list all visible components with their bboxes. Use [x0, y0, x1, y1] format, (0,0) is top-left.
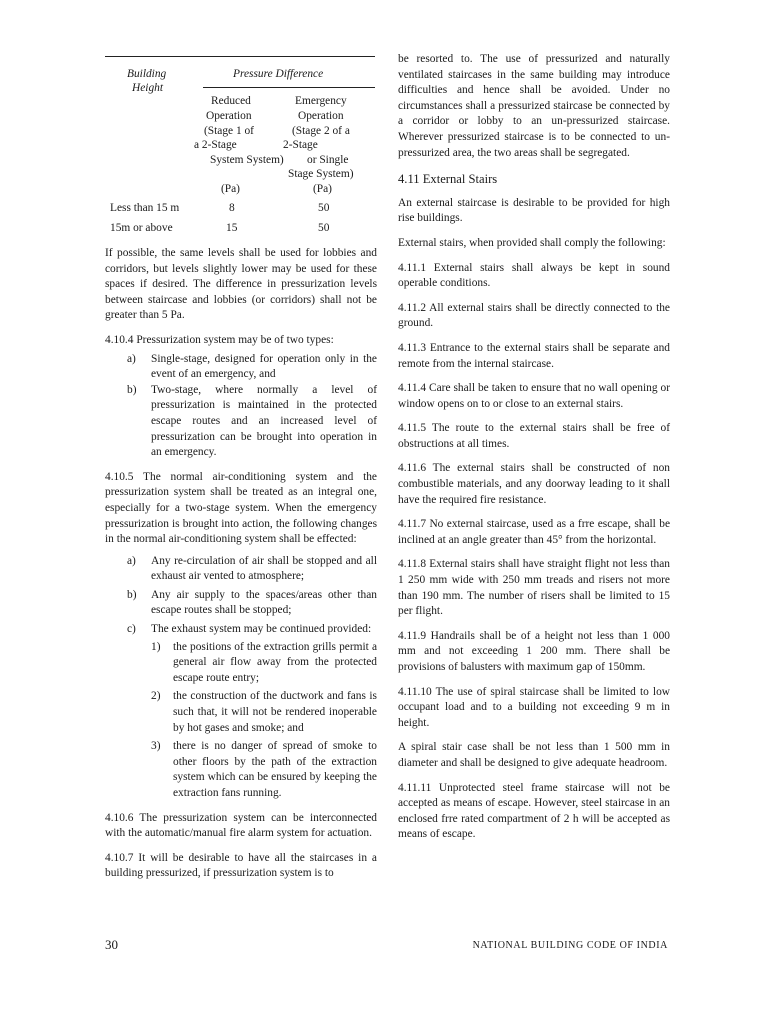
changes-list — [105, 554, 377, 802]
list-item: 1) the positions of the extraction grills permit a general air flow away from the protected escape route entry; — [151, 640, 377, 684]
paragraph-4-11-11: 4.11.11 Unprotected steel frame staircase will not be accepted as means of escape. However, steel staircase in an enclosed frre rated compartment of 2 h will be accepted as means of escape. — [398, 781, 670, 841]
list-item: b) Any air supply to the spaces/areas other than escape routes shall be stopped; — [127, 588, 377, 617]
section-heading-external-stairs: 4.11 External Stairs — [398, 172, 498, 187]
table-subheader-rule — [203, 87, 375, 88]
reduced-header-line: a 2-Stage — [194, 139, 237, 151]
table-header-height: Height — [132, 82, 164, 94]
provisos-list — [151, 640, 377, 802]
paragraph-4-10-7-continued: be resorted to. The use of pressurized and naturally ventilated staircases in the same building may introduce difficulties and hence shall be avoided. Under no circumstances shall a pressurized staircase be connected by a corridor or lobby to an un-pressurized staircase. Wherever pressurized staircase is to be connected to un-pressurized area, the two areas shall be segregated. — [398, 53, 670, 159]
table-header-pressure-difference: Pressure Difference — [233, 68, 324, 80]
paragraph-external-comply: External stairs, when provided shall comply the following: — [398, 236, 666, 249]
table-cell-reduced: 15 — [226, 222, 238, 234]
paragraph-4-11-5: 4.11.5 The route to the external stairs shall be free of obstructions at all times. — [398, 422, 670, 450]
emergency-header-line: Emergency — [295, 95, 347, 107]
reduced-header-line: Reduced — [211, 95, 251, 107]
table-header-building: Building — [127, 68, 167, 80]
unit-emergency: (Pa) — [313, 183, 332, 195]
paragraph-4-10-5: 4.10.5 The normal air-conditioning system and the pressurization system shall be treated as an integral one, especially for a two-stage system. When the emergency pressurization is brought into action, the following changes in the normal air-conditioning system shall be effected: — [105, 470, 377, 546]
list-item: c) The exhaust system may be continued provided: 1) the positions of the extraction grills permit a general air flow away from the protected escape route entry; 2) the construction of the ductwork and fans is such that, it will not be rendered inoperable by hot gases and smoke; and 3) there is no danger of spread of smoke to other floors by the path of the extraction system which can be ensured by keeping the extraction fans running. — [105, 622, 377, 802]
paragraph-4-11-9: 4.11.9 Handrails shall be of a height not less than 1 000 mm and not exceeding 1 200 mm. There shall be provisions of balusters with maximum gap of 150mm. — [398, 629, 670, 673]
paragraph-4-11-10: 4.11.10 The use of spiral staircase shall be limited to low occupant load and to a building not exceeding 9 m in height. — [398, 685, 670, 729]
paragraph-4-11-4: 4.11.4 Care shall be taken to ensure that no wall opening or window opens on to or close to an external stairs. — [398, 382, 670, 410]
emergency-header-line: or Single — [307, 154, 349, 166]
paragraph-4-11-7: 4.11.7 No external staircase, used as a frre escape, shall be inclined at an angle greater than 45° from the horizontal. — [398, 518, 670, 546]
list-item: 2) the construction of the ductwork and fans is such that, it will not be rendered inoperable by hot gases and smoke; and — [151, 690, 377, 734]
table-cell-height: Less than 15 m — [110, 202, 180, 214]
paragraph-4-10-7: 4.10.7 It will be desirable to have all the staircases in a building pressurized, if pressurization system is to — [105, 851, 377, 880]
emergency-header-line: 2-Stage — [283, 139, 318, 151]
right-column — [398, 52, 670, 843]
paragraph-4-11-1: 4.11.1 External stairs shall always be kept in sound operable conditions. — [398, 261, 670, 290]
list-item: a) Any re-circulation of air shall be stopped and all exhaust air vented to atmosphere; — [127, 554, 377, 583]
emergency-header-line: Stage System) — [288, 168, 354, 180]
paragraph-4-11-3: 4.11.3 Entrance to the external stairs shall be separate and remote from the internal staircase. — [398, 341, 670, 370]
list-item: b) Two-stage, where normally a level of pressurization is maintained in the protected escape routes and an increased level of pressurization can be brought into operation in an emergency. — [127, 383, 377, 459]
paragraph-4-10-6: 4.10.6 The pressurization system can be interconnected with the automatic/manual fire alarm system for actuation. — [105, 811, 377, 840]
table-cell-height: 15m or above — [110, 222, 173, 234]
table-cell-reduced: 8 — [229, 202, 235, 214]
reduced-header-line: Operation — [206, 110, 252, 122]
emergency-header-line: Operation — [298, 110, 344, 122]
list-item: a) Single-stage, designed for operation only in the event of an emergency, and — [127, 352, 377, 381]
paragraph-external-intro: An external staircase is desirable to be provided for high rise buildings. — [398, 196, 670, 225]
paragraph-lobby-levels: If possible, the same levels shall be used for lobbies and corridors, but levels slightly lower may be used for these spaces if desired. The difference in pressurization levels between staircase and lobbies (or corridors) shall not be greater than 5 Pa. — [105, 247, 377, 322]
left-column — [105, 52, 377, 882]
list-item: 3) there is no danger of spread of smoke to other floors by the path of the extraction system which can be ensured by keeping the extraction fans running. — [151, 740, 377, 799]
reduced-header-line: System System) — [210, 154, 284, 166]
page-number: 30 — [105, 937, 118, 952]
publication-title: NATIONAL BUILDING CODE OF INDIA — [472, 940, 668, 951]
emergency-header-line: (Stage 2 of a — [292, 125, 350, 137]
unit-reduced: (Pa) — [221, 183, 240, 195]
reduced-header-line: (Stage 1 of — [204, 125, 254, 137]
paragraph-4-10-4: 4.10.4 Pressurization system may be of two types: — [105, 333, 334, 346]
table-cell-emergency: 50 — [318, 202, 330, 214]
pressure-difference-table — [105, 56, 375, 235]
table-cell-emergency: 50 — [318, 222, 330, 234]
paragraph-spiral-stair: A spiral stair case shall be not less than 1 500 mm in diameter and shall be designed to give adequate headroom. — [398, 741, 670, 769]
paragraph-4-11-6: 4.11.6 The external stairs shall be constructed of non combustible materials, and any doorway leading to it shall have the required fire resistance. — [398, 462, 670, 506]
paragraph-4-11-8: 4.11.8 External stairs shall have straight flight not less than 1 250 mm wide with 250 mm treads and risers not more than 190 mm. The number of risers shall be limited to 15 per flight. — [398, 558, 670, 618]
system-types-list — [105, 352, 377, 461]
paragraph-4-11-2: 4.11.2 All external stairs shall be directly connected to the ground. — [398, 301, 670, 330]
